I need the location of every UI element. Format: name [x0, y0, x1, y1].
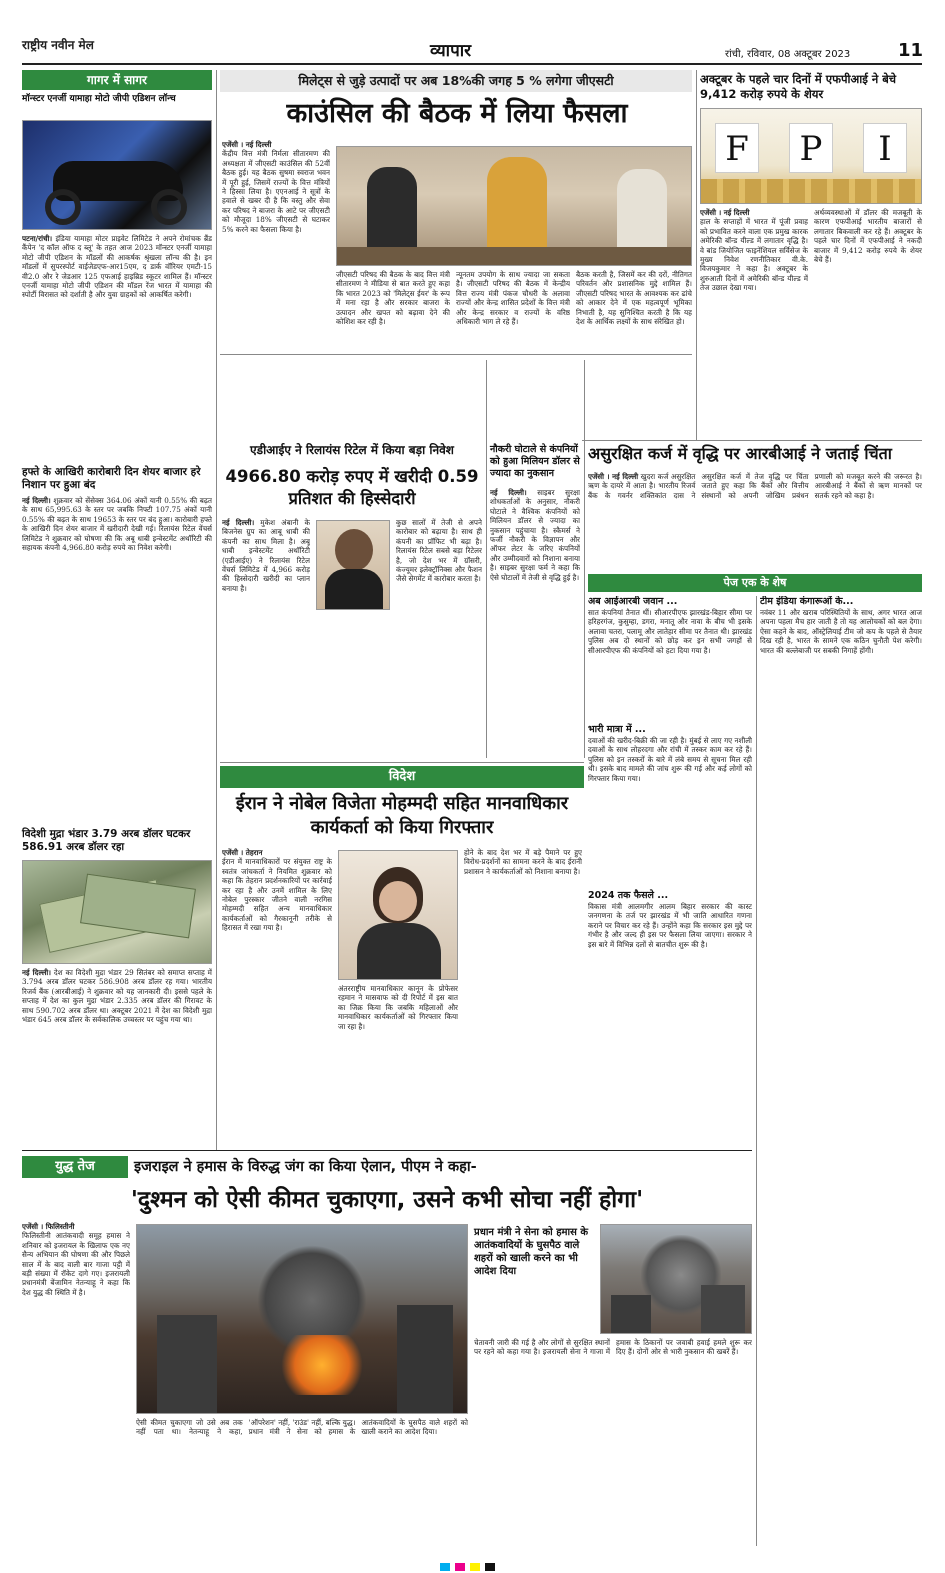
fpi-photo	[700, 108, 922, 204]
fpi-letter-f: F	[715, 123, 759, 173]
dateline: रांची, रविवार, 08 अक्टूबर 2023	[725, 49, 851, 60]
foreign-section-label: विदेश	[220, 766, 584, 788]
page1-cont-column-a: अब आईआरबी जवान ... सात कंपनियां तैनात थीं। सीआरपीएफ झारखंड-बिहार सीमा पर हरिहरगंज, कुसुम्हा, डगरा, मनातू और नावा के बीच भी इसके अलावा चतरा, पलामू और लातेहार सीमा पर तैनात थी। झारखंड पुलिस अब दो स्थानों को छोड़ कर इन सभी जगहों से सीआरपीएफ की कंपनियों को हटा दिया गया है। भारी मात्रा में ... दवाओं की खरीद-बिक्री की जा रही है। मुंबई से लाए गए नशीली दवाओं के साथ लोहरदगा और रांची में तस्कर काम कर रहे हैं। पुलिस को इन तस्करों के बारे में लंबे समय से सूचना मिल रही थी। इसके बाद मामले की जांच शुरू की गई और कई लोगों को गिरफ्तार किया गया। 2024 तक फैसले ... विकास मंत्री आलमगीर आलम बिहार सरकार की कास्ट जनगणना के तर्ज पर झारखंड में भी जाति आधारित गणना कराने पर विचार कर रहे हैं। उन्होंने कहा कि सरकार इस मुद्दे पर गंभीर है और जल्द ही इस पर फैसला लिया जाएगा। सरकार ने इस बारे में विभिन्न दलों से बातचीत शुरू की है।	[588, 596, 752, 949]
rbi-body: एजेंसी । नई दिल्ली खुदरा कर्ज असुरक्षित ऋण के दायरे में आता है। भारतीय रिजर्व बैंक के गवर्नर शक्तिकांत दास ने असुरक्षित कर्ज में तेज वृद्धि पर चिंता जताते हुए कहा कि बैंकों और वित्तीय संस्थानों को अपनी जोखिम प्रबंधन प्रणाली को मजबूत करने की जरूरत है। आरबीआई ने बैंकों से ऋण मानकों पर सतर्क रहने को कहा है।	[588, 472, 922, 500]
section-title: व्यापार	[430, 41, 472, 61]
currency-photo	[22, 860, 212, 964]
foreign-body-1: एजेंसी । तेहरान ईरान में मानवाधिकारों पर संयुक्त राष्ट्र के स्वतंत्र जांचकर्ता ने नियमित शुक्रवार को कहा कि तेहरान प्रदर्शनकारियों पर कार्रवाई कर रहा है और उनमें शामिल के लिए नोबेल पुरस्कार जीतने वाली नरगिस मोहम्मदी सहित अन्य मानवाधिकार कार्यकर्ताओं को गैरकानूनी तरीके से हिरासत में रखा गया है।	[222, 848, 332, 933]
war-section-label: युद्ध तेज	[22, 1156, 128, 1178]
jobs-body: नई दिल्ली। साइबर सुरक्षा शोधकर्ताओं के अनुसार, नौकरी घोटाले ने वैश्विक कंपनियों को मिलियन डॉलर से ज्यादा का नुकसान पहुंचाया है। स्कैमर्स ने फर्जी नौकरी के विज्ञापन और ऑफर लेटर के जरिए कंपनियों और उम्मीदवारों को निशाना बनाया है। साइबर सुरक्षा फर्म ने कहा कि ऐसे घोटालों में तेजी से वृद्धि हुई है।	[490, 488, 580, 582]
rbi-headline: असुरक्षित कर्ज में वृद्धि पर आरबीआई ने जताई चिंता	[588, 444, 892, 463]
fpi-body-1: एजेंसी । नई दिल्ली हाल के सप्ताहों में भारत में पूंजी प्रवाह को प्रभावित करने वाला एक प्रमुख कारक अमेरिकी बॉन्ड यील्ड में लगातार वृद्धि है। वे बांड जियोजित फाइनेंशियल सर्विसेज के मुख्य निवेश रणनीतिकार वी.के. विजयकुमार ने कहा है। अक्टूबर के शुरुआती दिनों में अमेरिकी बॉन्ड यील्ड में तेज उछाल देखा गया।	[700, 208, 808, 293]
war-body-1: एजेंसी । फिलिस्तीनी फिलिस्तीनी आतंकवादी समूह हमास ने शनिवार को इजरायल के खिलाफ एक नए सैन्य अभियान की घोषणा की और पिछले साल में के बाद वाली बार गाजा पट्टी में बड़ी संख्या में रॉकेट दागे गए। इजरायली प्रधानमंत्री बेंजामिन नेतन्याहू ने कहा कि देश युद्ध की स्थिति में है।	[22, 1222, 130, 1297]
gst-headline: काउंसिल की बैठक में लिया फैसला	[286, 98, 628, 129]
mohammadi-photo	[338, 850, 458, 980]
war-kicker: इजराइल ने हमास के विरुद्ध जंग का किया ऐलान, पीएम ने कहा-	[134, 1159, 477, 1175]
foreign-body-3: होने के बाद देश भर में बड़े पैमाने पर हुए विरोध-प्रदर्शनों का सामना करने के बाद ईरानी प्रशासन ने कार्यकर्ताओं को निशाना बनाया है।	[464, 848, 582, 876]
jobs-headline: नौकरी घोटाले से कंपनियों को हुआ मिलियन डॉलर से ज्यादा का नुकसान	[490, 444, 580, 479]
foreign-headline: ईरान ने नोबेल विजेता मोहम्मदी सहित मानवाधिकार कार्यकर्ता को किया गिरफ्तार	[235, 793, 569, 838]
gst-strip: मिलेट्स से जुड़े उत्पादों पर अब 18%की जगह 5 % लगेगा जीएसटी	[220, 70, 692, 92]
fpi-letter-p: P	[789, 123, 833, 173]
registration-marks	[440, 1556, 560, 1566]
war-headline: 'दुश्मन को ऐसी कीमत चुकाएगा, उसने कभी सोचा नहीं होगा'	[130, 1187, 644, 1213]
gst-body-2: जीएसटी परिषद की बैठक के बाद वित्त मंत्री सीतारमण ने मीडिया से बात करते हुए कहा कि भारत 2023 को 'मिलेट्स ईयर' के रूप में मना रहा है और सरकार बाजरा के उत्पादन और खपत को बढ़ावा देने की कोशिश कर रही है।	[336, 270, 450, 327]
page1-cont-label: पेज एक के शेष	[588, 574, 922, 592]
reliance-body-1: नई दिल्ली। मुकेश अंबानी के बिजनेस ग्रुप का आबू धाबी की कंपनी का साथ मिला है। अबू धाबी इन्वेस्टमेंट अथॉरिटी (एडीआईए) ने रिलायंस रिटेल वेंचर्स लिमिटेड में 4,966 करोड़ की हिस्सेदारी खरीदी का प्लान बनाया है।	[222, 518, 310, 593]
fpi-headline: अक्टूबर के पहले चार दिनों में एफपीआई ने बेचे 9,412 करोड़ रुपये के शेयर	[700, 72, 897, 101]
gst-meeting-photo	[336, 146, 692, 266]
foreign-body-2: अंतरराष्ट्रीय मानवाधिकार कानून के प्रोफेसर रहमान ने मासवाफ को दी रिपोर्ट में इस बात का जिक्र किया कि जबकि महिलाओं और मानवाधिकार कार्यकर्ताओं को गिरफ्तार किया जा रहा है।	[338, 984, 458, 1031]
gaza-explosion-photo	[136, 1224, 468, 1414]
motorcycle-photo	[22, 120, 212, 230]
paper-name: राष्ट्रीय नवीन मेल	[22, 38, 94, 52]
reliance-body-2: कुछ सालों में तेजी से अपने कारोबार को बढ़ाया है। साथ ही कंपनी का प्रॉफिट भी बढ़ा है। रिलायंस रिटेल सबसे बड़ा रिटेलर है, जो देश भर में ग्रॉसरी, कंज्यूमर इलेक्ट्रॉनिक्स और फैशन जैसे सेगमेंट में कारोबार करता है।	[396, 518, 482, 584]
reliance-headline: 4966.80 करोड़ रुपए में खरीदी 0.59 प्रतिशत की हिस्सेदारी	[225, 467, 479, 508]
story3-headline: विदेशी मुद्रा भंडार 3.79 अरब डॉलर घटकर 586.91 अरब डॉलर रहा	[22, 828, 191, 853]
story3-body: नई दिल्ली। देश का विदेशी मुद्रा भंडार 29 सितंबर को समाप्त सप्ताह में 3.794 अरब डॉलर घटकर 586.908 अरब डॉलर रह गया। भारतीय रिजर्व बैंक (आरबीआई) ने शुक्रवार को यह जानकारी दी। इससे पहले के सप्ताह में देश का कुल मुद्रा भंडार 2.335 अरब डॉलर की गिरावट के साथ 590.702 अरब डॉलर था। अक्टूबर 2021 में देश का विदेशी मुद्रा भंडार 645 अरब डॉलर के सर्वकालिक उच्चस्तर पर पहुंच गया था।	[22, 968, 212, 1025]
left-section-label: गागर में सागर	[22, 70, 212, 90]
fpi-body-2: अर्थव्यवस्थाओं में डॉलर की मजबूती के कारण एफपीआई भारतीय बाजारों से लगातार बिकवाली कर रहे हैं। अक्टूबर के पहले चार दिनों में एफपीआई ने नकदी बाजार में 9,412 करोड़ रुपये के शेयर बेचे हैं।	[814, 208, 922, 265]
fpi-letter-i: I	[863, 123, 907, 173]
story2-body: नई दिल्ली। शुक्रवार को सेंसेक्स 364.06 अंकों यानी 0.55% की बढ़त के साथ 65,995.63 के स्तर पर जबकि निफ्टी 107.75 अंकों यानी 0.55% की बढ़त के साथ 19653 के स्तर पर बंद हुआ। कारोबारी हफ्ते के आखिरी दिन शेयर बाजार में खरीदारी देखी गई। रिलायंस रिटेल वेंचर्स लिमिटेड ने शुक्रवार को घोषणा की कि अबू धाबी इन्वेस्टमेंट अथॉरिटी की सहायक कंपनी 4,966.80 करोड़ रुपये का निवेश करेगी।	[22, 496, 212, 553]
ambani-photo	[316, 520, 390, 610]
gst-body-1: एजेंसी । नई दिल्ली केंद्रीय वित्त मंत्री निर्मला सीतारमण की अध्यक्षता में जीएसटी काउंसिल की 52वीं बैठक हुई। यह बैठक सुषमा स्वराज भवन में पूरी हुई, जिसमें राज्यों के वित्त मंत्रियों ने हिस्सा लिया है। एएनआई ने सूत्रों के हवाले से खबर दी है कि वस्तु और सेवा कर परिषद ने बाजरा के आटे पर जीएसटी को मौजूदा 18% जीएसटी से घटाकर 5% करने का फैसला किया है।	[222, 140, 330, 234]
page1-cont-column-b: टीम इंडिया कंगारूओं के... नवंबर 11 और खराब परिस्थितियों के साथ, अगर भारत आज अपना पहला मैच हार जाती है तो यह आलोचकों को बल देगा। ऐसा कहने के बाद, ऑस्ट्रेलियाई टीम जो कप के पहले से तैयार दिख रही है, भारत के सामने एक कठिन चुनौती पेश करेगी। भारत की बल्लेबाजी पर सबकी निगाहें होंगी।	[760, 596, 922, 655]
story1-body: पटना/रांची। इंडिया यामाहा मोटर प्राइवेट लिमिटेड ने अपने रोमांचक ब्रैंड कैंपेन 'द कॉल ऑफ द ब्लू' के तहत आज 2023 मॉन्स्टर एनर्जी यामाहा मोटो जीपी एडिशन के मॉडलों की आकर्षक श्रृंखला लॉन्च की है। इन मॉडलों में सुपरस्पोर्ट वाईजेडएफ-आर15एम, द डार्क वॉरियर एमटी-15 वी2.0 और रे जेडआर 125 एफआई हाइब्रिड स्कूटर शामिल हैं। मॉन्स्टर एनर्जी यामाहा मोटो जीपी एडिशन की मॉडल रेंज भारत में यामाहा की स्पोर्टी विरासत को दर्शाती है और युवा ग्राहकों को आकर्षित करेगी।	[22, 234, 212, 300]
gaza-smoke-photo	[600, 1224, 752, 1334]
war-sidebar: प्रधान मंत्री ने सेना को हमास के आतंकवादियों के घुसपैठ वाले शहरों को खाली करने का भी आदेश दिया	[474, 1227, 588, 1277]
masthead	[0, 0, 945, 64]
story2-headline: हफ्ते के आखिरी कारोबारी दिन शेयर बाजार हरे निशान पर हुआ बंद	[22, 466, 201, 491]
gst-body-4: बैठक करती है, जिसमें कर की दरों, नीतिगत परिवर्तन और प्रशासनिक मुद्दे शामिल हैं। जीएसटी परिषद भारत के आवश्यक कर ढांचे को आकार देने में एक महत्वपूर्ण भूमिका निभाती है, यह सुनिश्चित करती है कि यह देश के आर्थिक लक्ष्यों के साथ संरेखित हो।	[576, 270, 692, 327]
gst-body-3: न्यूनतम उपयोग के साथ ज्यादा जा सकता है। जीएसटी परिषद की बैठक में केन्द्रीय वित्त राज्य मंत्री पंकज चौधरी के अलावा राज्यों और केन्द्र शासित प्रदेशों के वित्त मंत्री और केन्द्र सरकार व राज्यों के वरिष्ठ अधिकारी भाग ले रहे हैं।	[456, 270, 570, 327]
war-body-2: ऐसी कीमत चुकाएगा जो उसे अब तक नहीं पता था। नेतन्याहू ने कहा, 'ऑपरेशन' नहीं, 'राउंड' नहीं, बल्कि युद्ध। प्रधान मंत्री ने सेना को हमास के आतंकवादियों के घुसपैठ वाले शहरों को खाली कराने का आदेश दिया।	[136, 1418, 468, 1437]
page-number: 11	[898, 40, 924, 61]
story1-headline: मॉन्स्टर एनर्जी यामाहा मोटो जीपी एडिशन लॉन्च	[22, 94, 176, 104]
reliance-kicker: एडीआईए ने रिलायंस रिटेल में किया बड़ा निवेश	[250, 443, 454, 457]
war-body-3: चेतावनी जारी की गई है और लोगों से सुरक्षित स्थानों पर रहने को कहा गया है। इजरायली सेना ने गाजा में हमास के ठिकानों पर जवाबी हवाई हमले शुरू कर दिए हैं। दोनों ओर से भारी नुकसान की खबरें हैं।	[474, 1338, 752, 1357]
